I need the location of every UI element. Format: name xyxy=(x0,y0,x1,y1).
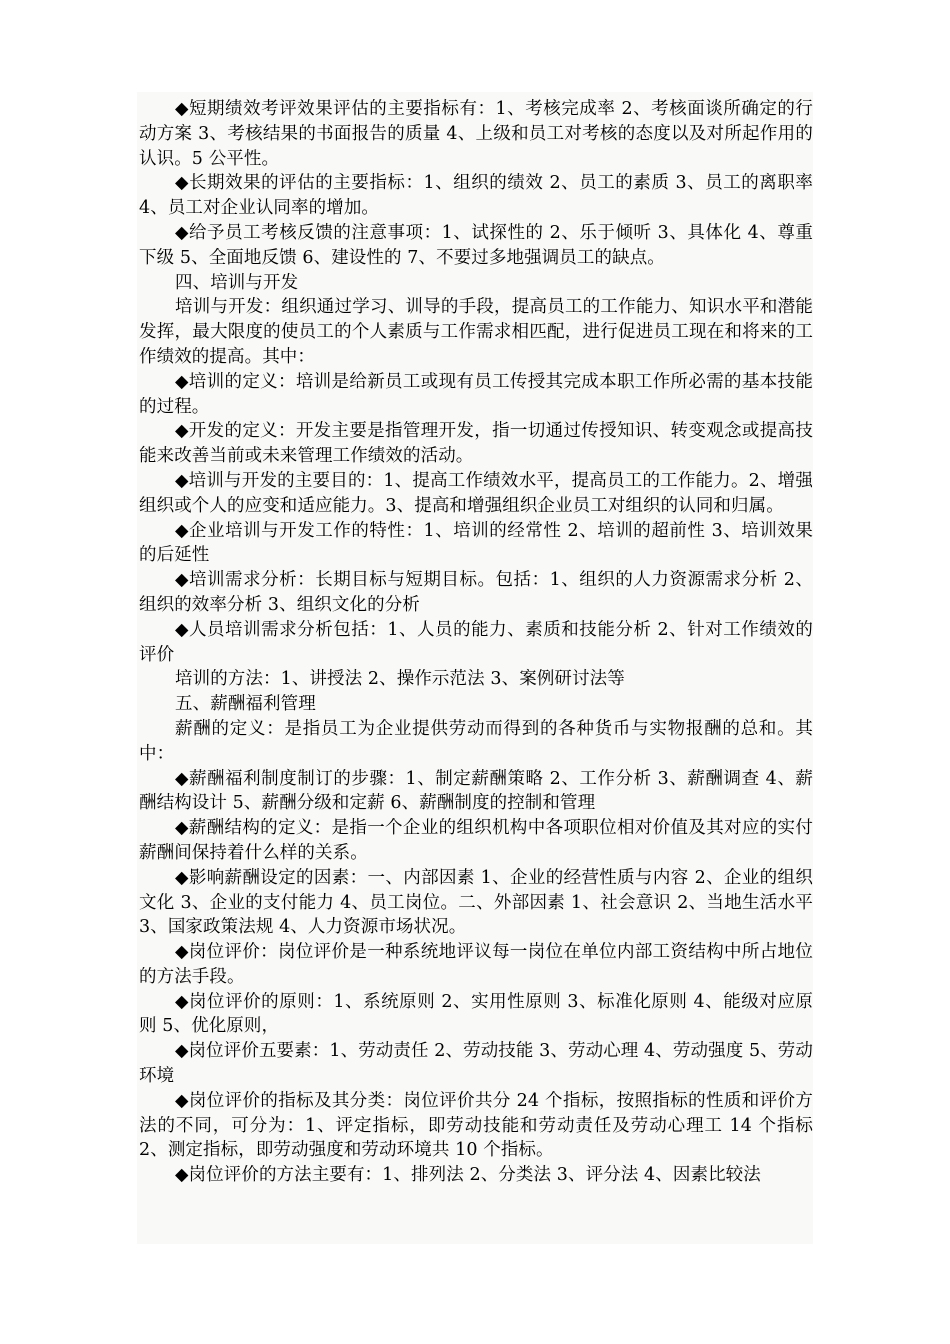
paragraph: ◆长期效果的评估的主要指标：1、组织的绩效 2、员工的素质 3、员工的离职率 4、员工对企业认同率的增加。 xyxy=(139,173,813,219)
section-heading: 四、培训与开发 xyxy=(175,272,299,293)
paragraph: ◆岗位评价：岗位评价是一种系统地评议每一岗位在单位内部工资结构中所占地位的方法手段。 xyxy=(139,942,813,987)
paragraph: ◆薪酬结构的定义：是指一个企业的组织机构中各项职位相对价值及其对应的实付薪酬间保持着什么样的关系。 xyxy=(139,818,813,863)
paragraph: ◆培训需求分析：长期目标与短期目标。包括：1、组织的人力资源需求分析 2、组织的效率分析 3、组织文化的分析 xyxy=(139,570,813,615)
paragraph: ◆企业培训与开发工作的特性：1、培训的经常性 2、培训的超前性 3、培训效果的后延性 xyxy=(139,520,813,566)
document-body xyxy=(137,92,813,1244)
paragraph: ◆岗位评价的方法主要有：1、排列法 2、分类法 3、评分法 4、因素比较法 xyxy=(175,1165,761,1186)
paragraph: ◆岗位评价五要素：1、劳动责任 2、劳动技能 3、劳动心理 4、劳动强度 5、劳动环境 xyxy=(139,1041,813,1087)
paragraph: 培训的方法：1、讲授法 2、操作示范法 3、案例研讨法等 xyxy=(175,669,625,690)
paragraph: ◆给予员工考核反馈的注意事项：1、试探性的 2、乐于倾听 3、具体化 4、尊重下级 5、全面地反馈 6、建设性的 7、不要过多地强调员工的缺点。 xyxy=(139,222,813,268)
paragraph: ◆岗位评价的原则：1、系统原则 2、实用性原则 3、标准化原则 4、能级对应原则 5、优化原则， xyxy=(139,991,813,1037)
paragraph: ◆短期绩效考评效果评估的主要指标有：1、考核完成率 2、考核面谈所确定的行动方案 3、考核结果的书面报告的质量 4、上级和员工对考核的态度以及对所起作用的认识。5 公平性。 xyxy=(139,99,813,169)
paragraph: ◆薪酬福利制度制订的步骤：1、制定薪酬策略 2、工作分析 3、薪酬调查 4、薪酬结构设计 5、薪酬分级和定薪 6、薪酬制度的控制和管理 xyxy=(139,768,813,814)
paragraph: 薪酬的定义：是指员工为企业提供劳动而得到的各种货币与实物报酬的总和。其中： xyxy=(139,718,813,764)
paragraph: ◆影响薪酬设定的因素：一、内部因素 1、企业的经营性质与内容 2、企业的组织文化 3、企业的支付能力 4、员工岗位。二、外部因素 1、社会意识 2、当地生活水平 3、国家政策法规 4、人力资源市场状况。 xyxy=(139,867,813,938)
paragraph: ◆开发的定义：开发主要是指管理开发，指一切通过传授知识、转变观念或提高技能来改善当前或未来管理工作绩效的活动。 xyxy=(139,421,813,467)
paragraph: ◆人员培训需求分析包括：1、人员的能力、素质和技能分析 2、针对工作绩效的评价 xyxy=(139,619,813,665)
section-heading: 五、薪酬福利管理 xyxy=(175,694,316,715)
paragraph: ◆岗位评价的指标及其分类：岗位评价共分 24 个指标，按照指标的性质和评价方法的不同，可分为：1、评定指标，即劳动技能和劳动责任及劳动心理工 14 个指标 2、测定指标，即劳动强度和劳动环境共 10 个指标。 xyxy=(139,1090,813,1161)
paragraph: ◆培训的定义：培训是给新员工或现有员工传授其完成本职工作所必需的基本技能的过程。 xyxy=(139,371,813,417)
paragraph: 培训与开发：组织通过学习、训导的手段，提高员工的工作能力、知识水平和潜能发挥，最大限度的使员工的个人素质与工作需求相匹配，进行促进员工现在和将来的工作绩效的提高。其中： xyxy=(139,297,813,367)
paragraph: ◆培训与开发的主要目的：1、提高工作绩效水平，提高员工的工作能力。2、增强组织或个人的应变和适应能力。3、提高和增强组织企业员工对组织的认同和归属。 xyxy=(139,470,813,516)
